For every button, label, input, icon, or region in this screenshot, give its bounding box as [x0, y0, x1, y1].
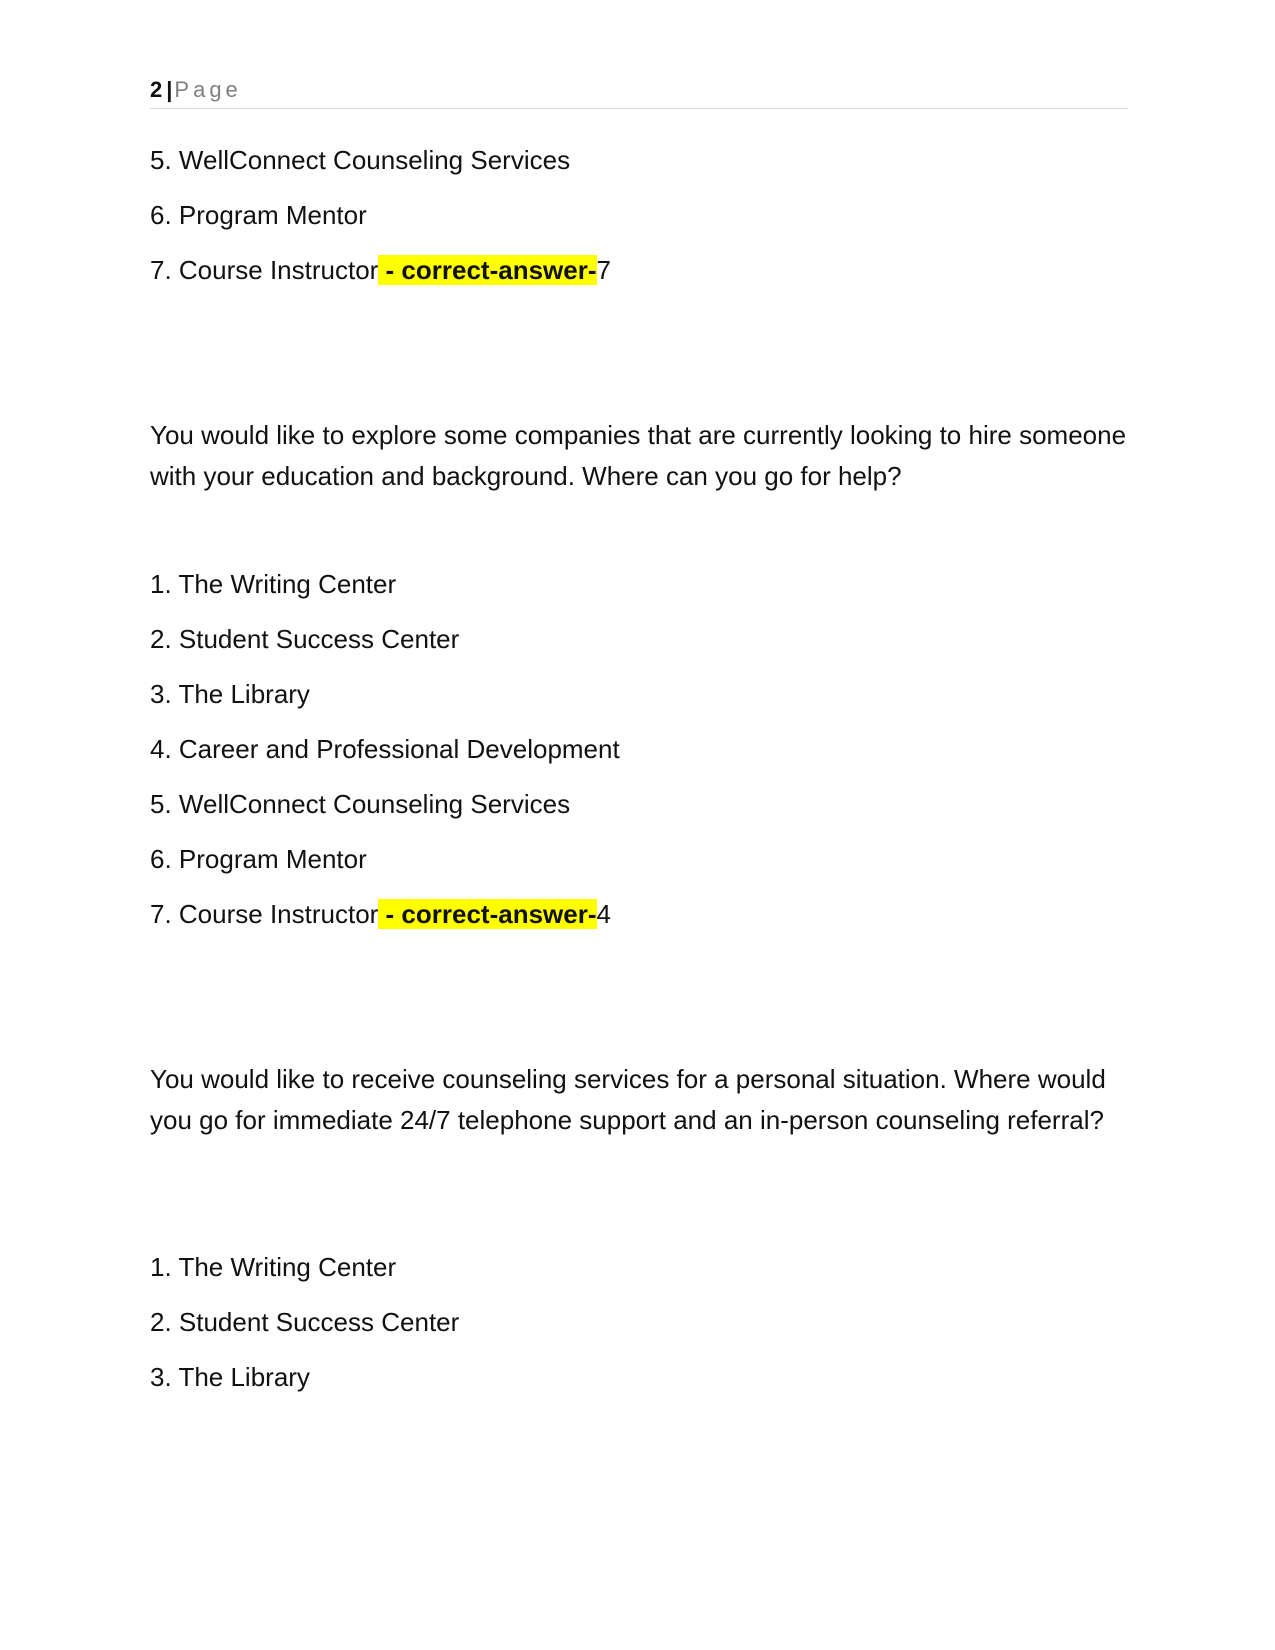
list-item: 1. The Writing Center — [150, 569, 397, 599]
correct-answer-value: 4 — [596, 899, 611, 929]
list-item: 6. Program Mentor — [150, 200, 367, 230]
list-item: 5. WellConnect Counseling Services — [150, 145, 571, 175]
correct-answer-value: 7 — [596, 255, 611, 285]
answer-line — [150, 894, 611, 935]
list-item: 3. The Library — [150, 679, 310, 709]
list-item-label: 7. Course Instructor — [150, 899, 379, 929]
correct-answer-marker: - correct-answer- — [378, 899, 597, 929]
list-item-label: 7. Course Instructor — [150, 255, 379, 285]
page-separator: | — [166, 77, 173, 102]
correct-answer-marker: - correct-answer- — [378, 255, 597, 285]
list-item: 2. Student Success Center — [150, 624, 460, 654]
list-item: 3. The Library — [150, 1362, 310, 1392]
list-item: 1. The Writing Center — [150, 1252, 397, 1282]
list-item: 2. Student Success Center — [150, 1307, 460, 1337]
list-item: 5. WellConnect Counseling Services — [150, 789, 571, 819]
page-header — [150, 78, 1128, 109]
answer-line — [150, 250, 611, 291]
page-label: Page — [174, 77, 242, 102]
question-text: You would like to explore some companies that are currently looking to hire someone with your education and background. Where can you go for help? — [150, 420, 1127, 491]
list-item: 4. Career and Professional Development — [150, 734, 620, 764]
question-text: You would like to receive counseling services for a personal situation. Where would you go for immediate 24/7 telephone support and an in-person counseling referral? — [150, 1064, 1106, 1135]
list-item: 6. Program Mentor — [150, 844, 367, 874]
page-number: 2 — [150, 77, 163, 102]
